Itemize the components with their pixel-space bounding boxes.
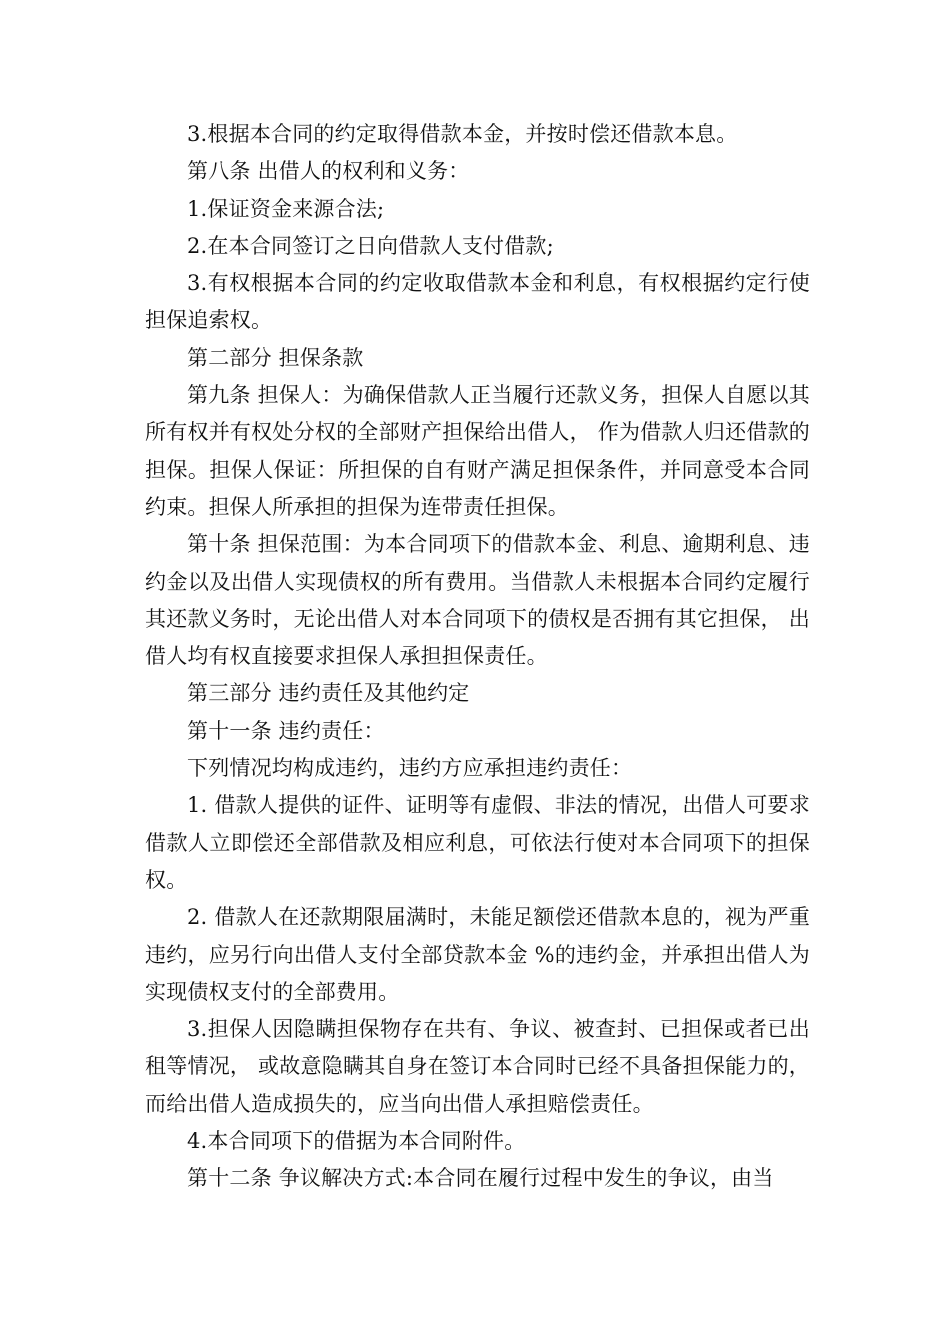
breach-item-2: 2. 借款人在还款期限届满时，未能足额偿还借款本息的，视为严重违约，应另行向出借人支付全部贷款本金 %的违约金，并承担出借人为实现债权支付的全部费用。 xyxy=(145,905,810,1004)
article-8-heading: 第八条 出借人的权利和义务： xyxy=(187,159,470,184)
part-3-heading: 第三部分 违约责任及其他约定 xyxy=(187,681,470,706)
article-12: 第十二条 争议解决方式:本合同在履行过程中发生的争议，由当 xyxy=(187,1166,774,1191)
article-11-heading: 第十一条 违约责任： xyxy=(187,718,385,743)
paragraph-1: 3.根据本合同的约定取得借款本金，并按时偿还借款本息。 xyxy=(187,122,738,146)
breach-item-1: 1. 借款人提供的证件、证明等有虚假、非法的情况，出借人可要求借款人立即偿还全部借款及相应利息，可依法行使对本合同项下的担保权。 xyxy=(145,793,810,892)
part-2-heading: 第二部分 担保条款 xyxy=(187,345,364,370)
document-page xyxy=(145,116,810,1198)
paragraph-5: 3.有权根据本合同的约定收取借款本金和利息，有权根据约定行使担保追索权。 xyxy=(145,271,810,333)
breach-item-3: 3.担保人因隐瞒担保物存在共有、争议、被查封、已担保或者已出租等情况， 或故意隐瞒其自身在签订本合同时已经不具备担保能力的，而给出借人造成损失的，应当向出借人承担赔偿责任。 xyxy=(145,1017,810,1116)
breach-item-4: 4.本合同项下的借据为本合同附件。 xyxy=(187,1129,526,1154)
paragraph-4: 2.在本合同签订之日向借款人支付借款; xyxy=(187,233,554,258)
article-10: 第十条 担保范围：为本合同项下的借款本金、利息、逾期利息、违约金以及出借人实现债权的所有费用。当借款人未根据本合同约定履行其还款义务时，无论出借人对本合同项下的债权是否拥有其它担保， 出借人均有权直接要求担保人承担担保责任。 xyxy=(145,532,810,669)
breach-intro: 下列情况均构成违约，违约方应承担违约责任： xyxy=(187,756,633,781)
paragraph-3: 1.保证资金来源合法; xyxy=(187,196,385,221)
article-9: 第九条 担保人：为确保借款人正当履行还款义务，担保人自愿以其所有权并有权处分权的全部财产担保给出借人， 作为借款人归还借款的担保。担保人保证：所担保的自有财产满足担保条件，并同意受本合同约束。担保人所承担的担保为连带责任担保。 xyxy=(145,383,810,519)
